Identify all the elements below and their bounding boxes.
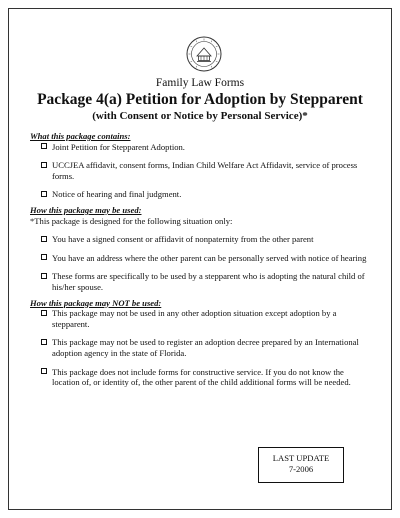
- contains-list: [30, 142, 370, 200]
- checkbox-icon: [41, 254, 47, 260]
- last-update-box: [258, 447, 344, 483]
- list-item: [30, 142, 370, 153]
- court-seal-icon: [186, 36, 222, 72]
- list-item-text: UCCJEA affidavit, consent forms, Indian Child Welfare Act Affidavit, service of process forms.: [52, 160, 358, 181]
- list-item-text: You have a signed consent or affidavit of nonpaternity from the other parent: [52, 234, 314, 245]
- checkbox-icon: [41, 368, 47, 374]
- list-item-text: You have an address where the other parent can be personally served with notice of hearing: [52, 252, 367, 263]
- spacer: [30, 226, 370, 234]
- checkbox-icon: [41, 236, 47, 242]
- page-title: Package 4(a) Petition for Adoption by Stepparent: [37, 91, 363, 108]
- spacer: [30, 152, 370, 160]
- spacer: [30, 263, 370, 271]
- list-item: [30, 367, 370, 388]
- spacer: [30, 181, 370, 189]
- spacer: [30, 245, 370, 253]
- last-update-date: 7-2006: [288, 464, 314, 474]
- list-item-text: This package may not be used in any other adoption situation except adoption by a stepparent.: [52, 308, 337, 329]
- spacer: [30, 359, 370, 367]
- list-item: [30, 271, 370, 292]
- list-item: [30, 253, 370, 264]
- list-item: [30, 337, 370, 358]
- section-heading-may-be-used: How this package may be used:: [30, 204, 142, 215]
- page-subtitle: (with Consent or Notice by Personal Service)*: [92, 110, 308, 122]
- section-heading-may-not-be-used: How this package may NOT be used:: [30, 297, 162, 308]
- list-item: [30, 234, 370, 245]
- checkbox-icon: [41, 143, 47, 149]
- list-item: [30, 160, 370, 181]
- document-header: [12, 76, 388, 123]
- list-item-text: This package does not include forms for constructive service. If you do not know the location of, or identity of, the other parent of the child additional forms will be needed.: [52, 366, 351, 388]
- form-series-label: Family Law Forms: [155, 77, 245, 89]
- checkbox-icon: [41, 273, 47, 279]
- list-item: [30, 189, 370, 200]
- checkbox-icon: [41, 339, 47, 345]
- section-intro: *This package is designed for the following situation only:: [30, 215, 233, 226]
- list-item-text: This package may not be used to register an adoption decree prepared by an International adoption agency in the state of Florida.: [52, 337, 359, 358]
- may-not-be-used-list: [30, 308, 370, 388]
- list-item-text: These forms are specifically to be used by a stepparent who is adopting the natural child of his/her spouse.: [52, 271, 365, 292]
- document-body: [30, 131, 370, 388]
- spacer: [30, 329, 370, 337]
- last-update-label: LAST UPDATE: [272, 453, 330, 463]
- list-item-text: Notice of hearing and final judgment.: [52, 189, 182, 200]
- may-be-used-list: [30, 226, 370, 292]
- checkbox-icon: [41, 310, 47, 316]
- checkbox-icon: [41, 162, 47, 168]
- section-heading-contains: What this package contains:: [30, 131, 131, 141]
- list-item: [30, 308, 370, 329]
- list-item-text: Joint Petition for Stepparent Adoption.: [52, 141, 185, 152]
- checkbox-icon: [41, 191, 47, 197]
